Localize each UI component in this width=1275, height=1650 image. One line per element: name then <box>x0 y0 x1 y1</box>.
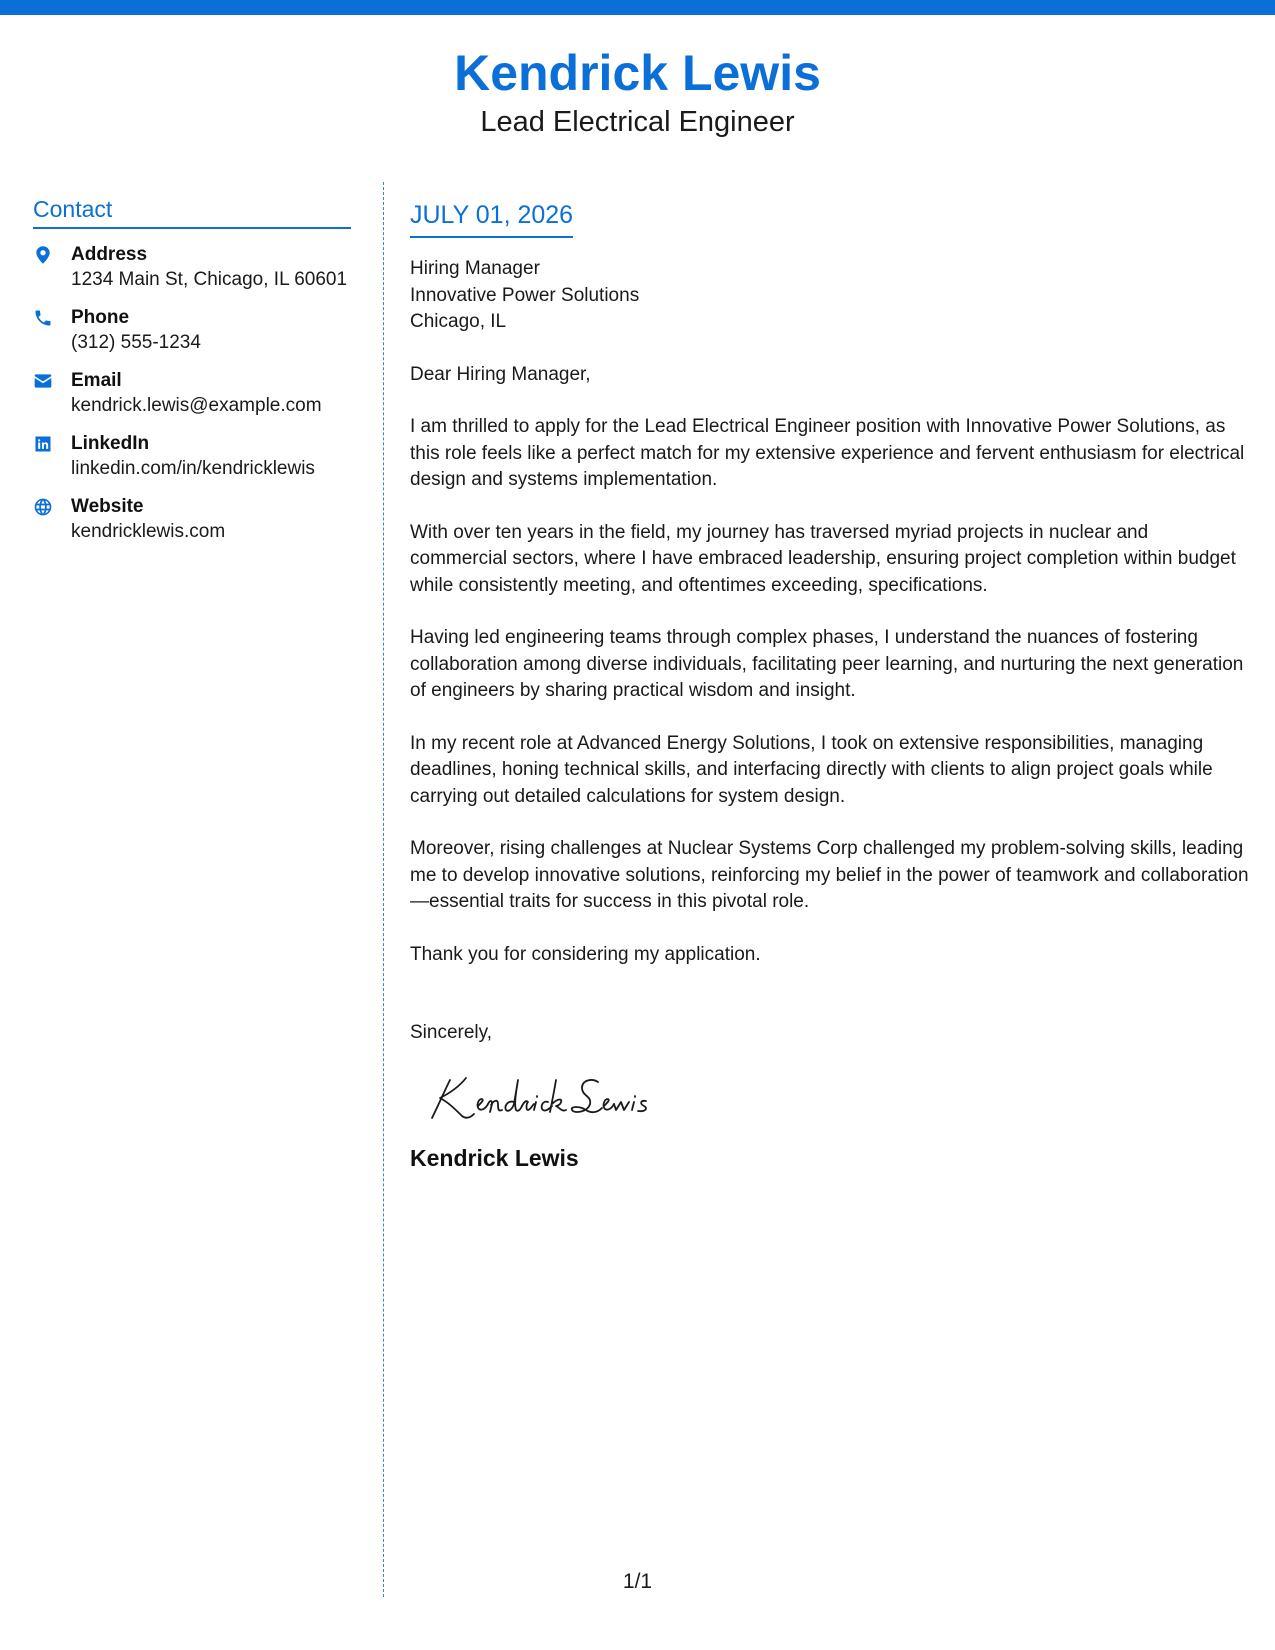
body-paragraph: Moreover, rising challenges at Nuclear Systems Corp challenged my problem-solving skills, leading me to develop innovative solutions, reinforcing my belief in the power of teamwork and collaboration—essential traits for success in this pivotal role. <box>410 838 1249 912</box>
contact-sidebar <box>33 196 351 544</box>
top-accent-bar <box>0 0 1275 15</box>
contact-value: kendricklewis.com <box>71 521 226 542</box>
contact-label: Email <box>71 370 122 391</box>
globe-icon <box>33 494 71 544</box>
contact-label: LinkedIn <box>71 433 150 454</box>
envelope-icon <box>33 368 71 418</box>
contact-label: Website <box>71 496 144 517</box>
body-paragraph: Having led engineering teams through complex phases, I understand the nuances of fostering collaboration among diverse individuals, facilitating peer learning, and nurturing the next generation of engineers by sharing practical wisdom and insight. <box>410 627 1244 701</box>
applicant-title: Lead Electrical Engineer <box>480 106 795 138</box>
body-paragraph: Thank you for considering my application. <box>410 943 761 965</box>
contact-label: Phone <box>71 307 130 328</box>
contact-email <box>33 368 351 418</box>
letter-date: JULY 01, 2026 <box>410 198 573 238</box>
contact-section-title: Contact <box>33 196 351 229</box>
page-number: 1/1 <box>622 1570 653 1593</box>
contact-linkedin <box>33 431 351 481</box>
contact-value: kendrick.lewis@example.com <box>71 395 322 416</box>
body-paragraph: In my recent role at Advanced Energy Solutions, I took on extensive responsibilities, managing deadlines, honing technical skills, and interfacing directly with clients to align project goals while carrying out detailed calculations for system design. <box>410 732 1213 807</box>
recipient-block <box>410 256 1250 336</box>
recipient-line: Chicago, IL <box>410 311 507 332</box>
map-pin-icon <box>33 242 71 292</box>
handwritten-signature <box>422 1066 672 1126</box>
contact-phone <box>33 305 351 355</box>
letter-body <box>410 198 1250 1172</box>
column-divider <box>383 182 384 1597</box>
phone-icon <box>33 305 71 355</box>
contact-website <box>33 494 351 544</box>
contact-value: 1234 Main St, Chicago, IL 60601 <box>71 269 348 290</box>
contact-address <box>33 242 351 292</box>
linkedin-icon <box>33 431 71 481</box>
letter-header <box>0 40 1275 140</box>
contact-value: linkedin.com/in/kendricklewis <box>71 458 315 479</box>
recipient-line: Innovative Power Solutions <box>410 284 640 306</box>
applicant-name: Kendrick Lewis <box>454 45 821 101</box>
salutation: Dear Hiring Manager, <box>410 363 591 385</box>
contact-label: Address <box>71 244 148 265</box>
contact-value: (312) 555-1234 <box>71 332 201 353</box>
body-paragraph: I am thrilled to apply for the Lead Electrical Engineer position with Innovative Power Solutions, as this role feels like a perfect match for my extensive experience and fervent enthusiasm for electrical design and systems implementation. <box>410 416 1245 490</box>
signed-name: Kendrick Lewis <box>410 1145 579 1171</box>
closing: Sincerely, <box>410 1022 493 1043</box>
body-paragraph: With over ten years in the field, my journey has traversed myriad projects in nuclear and commercial sectors, where I have embraced leadership, ensuring project completion within budget while consistently meeting, and oftentimes exceeding, specifications. <box>410 521 1236 596</box>
recipient-line: Hiring Manager <box>410 258 540 279</box>
